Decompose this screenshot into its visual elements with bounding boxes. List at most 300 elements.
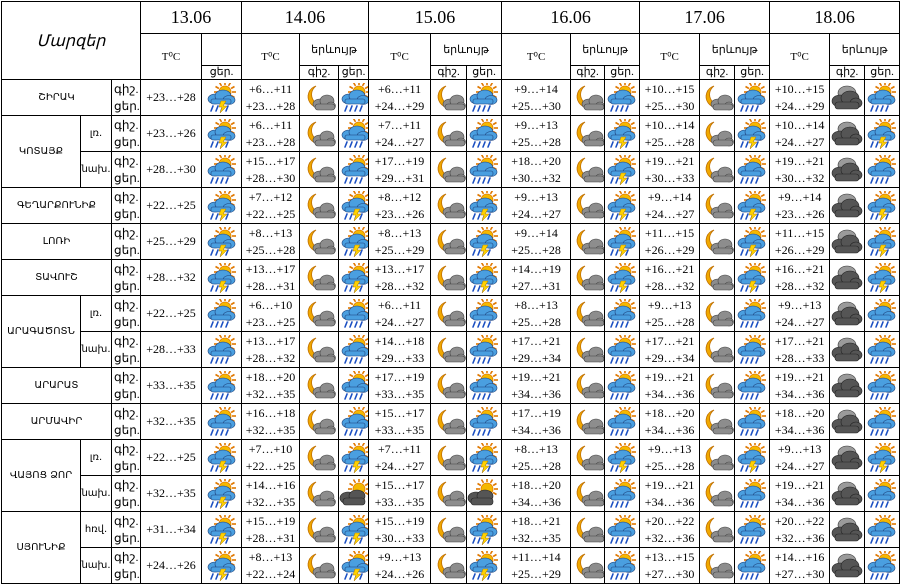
moon-cloud-icon <box>431 440 467 476</box>
sun-cloud-rain-thunder-icon <box>467 224 502 260</box>
phenomenon-header: երևույթ <box>571 34 640 66</box>
night-temp: +6…+11 <box>248 117 293 132</box>
sun-dark-cloud-icon <box>467 476 502 512</box>
sun-cloud-rain-thunder-icon <box>339 440 369 476</box>
day-temp: +24…+27 <box>774 134 825 149</box>
temp-range <box>369 296 431 332</box>
day-temp: +34…+36 <box>774 386 825 401</box>
day-temp: +22…+25 <box>245 458 296 473</box>
sun-cloud-rain-thunder-icon <box>865 188 900 224</box>
moon-cloud-icon <box>300 188 339 224</box>
day-temp: +34…+36 <box>511 494 561 509</box>
day-header: ցեր. <box>865 66 900 80</box>
sun-cloud-rain-thunder-icon <box>202 440 242 476</box>
night-temp: +20…+22 <box>774 513 825 528</box>
night-label: գիշ. <box>114 477 139 492</box>
night-temp: +8…+13 <box>377 225 422 240</box>
moon-cloud-icon <box>300 404 339 440</box>
sun-cloud-rain-icon <box>605 476 640 512</box>
sun-cloud-rain-thunder-icon <box>735 440 770 476</box>
temp-range <box>242 116 300 152</box>
subregion-name: լռ. <box>81 296 112 332</box>
temp-range <box>640 512 700 548</box>
temp-header: T⁰C <box>141 34 202 80</box>
moon-cloud-icon <box>571 332 605 368</box>
sun-cloud-rain-icon <box>339 332 369 368</box>
moon-cloud-icon <box>571 152 605 188</box>
sun-cloud-rain-thunder-icon <box>202 476 242 512</box>
time-of-day <box>112 368 141 404</box>
moon-cloud-icon <box>571 476 605 512</box>
temp-range: +25…+29 <box>141 224 202 260</box>
sun-cloud-rain-thunder-icon <box>865 260 900 296</box>
temp-range: +32…+35 <box>141 476 202 512</box>
temp-range <box>242 332 300 368</box>
date-header: 13.06 <box>141 2 242 34</box>
day-temp: +26…+29 <box>774 242 825 257</box>
night-temp: +19…+21 <box>644 153 695 168</box>
day-temp: +34…+36 <box>511 422 561 437</box>
moon-cloud-icon <box>431 512 467 548</box>
night-temp: +17…+21 <box>511 333 561 348</box>
moon-cloud-icon <box>300 80 339 116</box>
moon-cloud-icon <box>700 80 735 116</box>
night-label: գիշ. <box>114 441 139 456</box>
temp-range <box>502 296 571 332</box>
night-label: գիշ. <box>114 117 139 132</box>
day-header: ցեր. <box>467 66 502 80</box>
day-temp: +32…+36 <box>644 530 695 545</box>
day-temp: +25…+28 <box>511 458 561 473</box>
sun-cloud-rain-icon <box>735 368 770 404</box>
day-temp: +27…+30 <box>644 566 695 581</box>
night-temp: +20…+22 <box>644 513 695 528</box>
time-of-day <box>112 296 141 332</box>
time-of-day <box>112 440 141 476</box>
temp-range <box>369 152 431 188</box>
night-temp: +15…+17 <box>374 405 425 420</box>
day-temp: +25…+30 <box>511 98 561 113</box>
sun-cloud-rain-icon <box>467 152 502 188</box>
moon-cloud-icon <box>300 296 339 332</box>
night-temp: +6…+11 <box>378 81 422 96</box>
temp-range: +22…+25 <box>141 188 202 224</box>
dark-cloud-icon <box>830 116 865 152</box>
sun-cloud-rain-icon <box>865 476 900 512</box>
night-temp: +13…+15 <box>644 549 695 564</box>
temp-range <box>502 404 571 440</box>
temp-range: +23…+28 <box>141 80 202 116</box>
temp-range <box>770 224 830 260</box>
subregion-name: նախ. <box>81 332 112 368</box>
night-temp: +13…+17 <box>374 261 425 276</box>
moon-cloud-icon <box>700 332 735 368</box>
temp-range <box>770 512 830 548</box>
day-label: ցեր. <box>114 170 140 185</box>
moon-cloud-icon <box>431 116 467 152</box>
moon-cloud-icon <box>571 260 605 296</box>
night-header: գիշ. <box>830 66 865 80</box>
sun-cloud-rain-icon <box>339 80 369 116</box>
night-label: գիշ. <box>114 369 139 384</box>
temp-range <box>770 152 830 188</box>
time-of-day <box>112 80 141 116</box>
table-row <box>2 224 900 260</box>
moon-cloud-icon <box>700 188 735 224</box>
day-temp: +23…+28 <box>245 98 296 113</box>
temp-range <box>502 548 571 584</box>
day-temp: +32…+36 <box>774 530 825 545</box>
night-temp: +17…+21 <box>644 333 695 348</box>
subregion-name: նախ. <box>81 152 112 188</box>
temp-range <box>770 440 830 476</box>
sun-cloud-rain-icon <box>605 404 640 440</box>
day-label: ցեր. <box>114 134 140 149</box>
sun-cloud-rain-icon <box>735 404 770 440</box>
day-temp: +34…+36 <box>644 386 695 401</box>
day-temp: +28…+32 <box>245 350 296 365</box>
dark-cloud-icon <box>830 368 865 404</box>
sun-dark-cloud-icon <box>339 476 369 512</box>
sun-cloud-rain-thunder-icon <box>202 80 242 116</box>
moon-cloud-icon <box>300 476 339 512</box>
day-label: ցեր. <box>114 98 140 113</box>
temp-range <box>242 368 300 404</box>
day-temp: +28…+32 <box>774 278 825 293</box>
region-name: ԿՈՏԱՅՔ <box>2 116 81 188</box>
time-of-day <box>112 512 141 548</box>
moon-cloud-icon <box>300 548 339 584</box>
region-name: ԱՐՄԱՎԻՐ <box>2 404 112 440</box>
day-temp: +33…+35 <box>374 494 425 509</box>
dark-cloud-icon <box>830 80 865 116</box>
sun-cloud-rain-icon <box>605 548 640 584</box>
night-temp: +16…+21 <box>774 261 825 276</box>
night-temp: +11…+15 <box>645 225 695 240</box>
moon-cloud-icon <box>571 368 605 404</box>
table-row <box>2 296 900 332</box>
day-temp: +34…+36 <box>774 494 825 509</box>
temp-range <box>369 332 431 368</box>
time-of-day <box>112 224 141 260</box>
day-temp: +23…+26 <box>774 206 825 221</box>
temp-header: T⁰C <box>369 34 431 80</box>
night-label: գիշ. <box>114 549 139 564</box>
day-temp: +25…+28 <box>644 134 695 149</box>
day-label: ցեր. <box>114 278 140 293</box>
night-temp: +6…+11 <box>248 81 293 96</box>
sun-cloud-rain-thunder-icon <box>735 260 770 296</box>
sun-cloud-rain-thunder-icon <box>339 188 369 224</box>
day-label: ցեր. <box>114 458 140 473</box>
day-label: ցեր. <box>114 350 140 365</box>
day-temp: +33…+35 <box>374 422 425 437</box>
forecast-table <box>1 1 900 584</box>
night-temp: +10…+15 <box>774 81 825 96</box>
moon-cloud-icon <box>431 152 467 188</box>
night-label: գիշ. <box>114 225 139 240</box>
phenomenon-header: երևույթ <box>431 34 502 66</box>
temp-range <box>502 152 571 188</box>
night-temp: +6…+10 <box>248 297 293 312</box>
region-name: ԱՐԱՐԱՏ <box>2 368 112 404</box>
temp-range <box>502 476 571 512</box>
night-temp: +16…+18 <box>245 405 296 420</box>
dark-cloud-icon <box>830 224 865 260</box>
time-of-day <box>112 476 141 512</box>
sun-cloud-rain-thunder-icon <box>467 548 502 584</box>
sun-cloud-rain-thunder-icon <box>605 116 640 152</box>
moon-cloud-icon <box>300 152 339 188</box>
day-temp: +27…+31 <box>511 278 561 293</box>
night-temp: +9…+13 <box>647 297 692 312</box>
night-temp: +19…+21 <box>774 369 825 384</box>
sun-cloud-rain-thunder-icon <box>467 260 502 296</box>
day-temp: +23…+25 <box>245 314 296 329</box>
temp-range <box>369 476 431 512</box>
sun-cloud-rain-icon <box>467 368 502 404</box>
day-temp: +23…+26 <box>374 206 425 221</box>
day-temp: +34…+36 <box>774 422 825 437</box>
night-temp: +9…+14 <box>777 189 822 204</box>
day-temp: +32…+35 <box>245 422 296 437</box>
night-header: գիշ. <box>700 66 735 80</box>
table-row <box>2 332 900 368</box>
day-temp: +22…+25 <box>245 206 296 221</box>
day-label: ցեր. <box>114 206 140 221</box>
night-label: գիշ. <box>114 333 139 348</box>
night-temp: +19…+21 <box>644 477 695 492</box>
sun-cloud-rain-icon <box>605 296 640 332</box>
temp-range <box>502 188 571 224</box>
day-temp: +29…+34 <box>644 350 695 365</box>
sun-cloud-rain-icon <box>467 80 502 116</box>
table-row <box>2 440 900 476</box>
phenomenon-header: երևույթ <box>300 34 369 66</box>
dark-cloud-icon <box>830 512 865 548</box>
time-of-day <box>112 152 141 188</box>
sun-cloud-rain-icon <box>339 296 369 332</box>
night-temp: +17…+19 <box>511 405 561 420</box>
temp-range: +24…+26 <box>141 548 202 584</box>
night-temp: +19…+21 <box>774 477 825 492</box>
temp-range <box>369 260 431 296</box>
temp-header: T⁰C <box>242 34 300 80</box>
day-temp: +28…+33 <box>774 350 825 365</box>
subregion-name: լռ. <box>81 116 112 152</box>
day-temp: +25…+29 <box>374 242 425 257</box>
subregion-name: լռ. <box>81 440 112 476</box>
region-name: ԼՈՌԻ <box>2 224 112 260</box>
sun-cloud-rain-icon <box>467 116 502 152</box>
moon-cloud-icon <box>700 224 735 260</box>
temp-range <box>502 224 571 260</box>
night-temp: +19…+21 <box>774 153 825 168</box>
phenomenon-header-empty <box>202 34 242 66</box>
night-label: գիշ. <box>114 297 139 312</box>
day-label: ցեր. <box>114 530 140 545</box>
temp-range <box>369 188 431 224</box>
temp-range: +23…+26 <box>141 116 202 152</box>
sun-cloud-rain-icon <box>605 332 640 368</box>
moon-cloud-icon <box>700 116 735 152</box>
moon-cloud-icon <box>431 332 467 368</box>
temp-range <box>242 404 300 440</box>
day-label: ցեր. <box>114 242 140 257</box>
moon-cloud-icon <box>300 368 339 404</box>
temp-range: +22…+25 <box>141 440 202 476</box>
night-label: գիշ. <box>114 261 139 276</box>
temp-range <box>770 296 830 332</box>
temp-range: +33…+35 <box>141 368 202 404</box>
day-label: ցեր. <box>114 314 140 329</box>
temp-range <box>502 368 571 404</box>
sun-cloud-rain-icon <box>865 548 900 584</box>
dark-cloud-icon <box>830 476 865 512</box>
sun-cloud-rain-thunder-icon <box>202 188 242 224</box>
sun-cloud-rain-icon <box>202 332 242 368</box>
day-temp: +28…+31 <box>245 278 296 293</box>
temp-range <box>770 260 830 296</box>
night-label: գիշ. <box>114 405 139 420</box>
day-temp: +30…+32 <box>511 170 561 185</box>
temp-range <box>640 368 700 404</box>
night-temp: +15…+17 <box>374 477 425 492</box>
night-temp: +13…+17 <box>245 261 296 276</box>
sun-cloud-rain-icon <box>467 404 502 440</box>
temp-range <box>770 476 830 512</box>
temp-range <box>640 80 700 116</box>
sun-cloud-rain-thunder-icon <box>202 224 242 260</box>
date-header: 16.06 <box>502 2 640 34</box>
moon-cloud-icon <box>571 548 605 584</box>
table-row <box>2 368 900 404</box>
sun-cloud-rain-icon <box>339 404 369 440</box>
night-temp: +18…+20 <box>774 405 825 420</box>
day-temp: +24…+27 <box>374 134 425 149</box>
day-temp: +29…+34 <box>511 350 561 365</box>
day-temp: +24…+27 <box>511 206 561 221</box>
night-temp: +13…+17 <box>245 333 296 348</box>
sun-cloud-rain-icon <box>865 404 900 440</box>
temp-range <box>640 440 700 476</box>
night-label: գիշ. <box>114 81 139 96</box>
dark-cloud-icon <box>830 152 865 188</box>
day-temp: +25…+28 <box>644 314 695 329</box>
temp-header: T⁰C <box>640 34 700 80</box>
night-temp: +8…+13 <box>248 225 293 240</box>
night-temp: +15…+17 <box>245 153 296 168</box>
night-temp: +8…+12 <box>377 189 422 204</box>
sun-cloud-rain-thunder-icon <box>735 224 770 260</box>
sun-cloud-rain-thunder-icon <box>467 512 502 548</box>
night-temp: +14…+16 <box>774 549 825 564</box>
night-temp: +17…+19 <box>374 369 425 384</box>
day-temp: +22…+24 <box>245 566 296 581</box>
day-temp: +25…+28 <box>511 134 561 149</box>
day-temp: +25…+30 <box>644 98 695 113</box>
temp-range <box>770 332 830 368</box>
moon-cloud-icon <box>571 116 605 152</box>
night-temp: +9…+14 <box>514 225 558 240</box>
day-temp: +24…+27 <box>774 458 825 473</box>
temp-range <box>369 116 431 152</box>
sun-cloud-rain-icon <box>865 512 900 548</box>
regions-header: Մարզեր <box>2 2 141 80</box>
sun-cloud-rain-icon <box>735 548 770 584</box>
temp-range <box>242 188 300 224</box>
night-temp: +15…+19 <box>245 513 296 528</box>
moon-cloud-icon <box>571 404 605 440</box>
sun-cloud-rain-icon <box>735 80 770 116</box>
night-label: գիշ. <box>114 513 139 528</box>
sun-cloud-rain-thunder-icon <box>467 188 502 224</box>
dark-cloud-icon <box>830 548 865 584</box>
phenomenon-header: երևույթ <box>830 34 900 66</box>
moon-cloud-icon <box>700 296 735 332</box>
time-of-day <box>112 116 141 152</box>
sun-cloud-rain-thunder-icon <box>735 188 770 224</box>
night-temp: +17…+21 <box>774 333 825 348</box>
night-temp: +9…+13 <box>647 441 692 456</box>
dark-cloud-icon <box>830 188 865 224</box>
night-temp: +15…+19 <box>374 513 425 528</box>
time-of-day <box>112 404 141 440</box>
day-temp: +25…+28 <box>644 458 695 473</box>
day-temp: +30…+33 <box>644 170 695 185</box>
moon-cloud-icon <box>431 188 467 224</box>
sun-cloud-rain-thunder-icon <box>339 548 369 584</box>
temp-header: T⁰C <box>770 34 830 80</box>
sun-cloud-rain-thunder-icon <box>605 224 640 260</box>
night-temp: +11…+15 <box>775 225 825 240</box>
night-temp: +19…+21 <box>644 369 695 384</box>
time-of-day <box>112 548 141 584</box>
temp-range <box>770 404 830 440</box>
day-temp: +29…+33 <box>374 350 425 365</box>
night-temp: +18…+20 <box>644 405 695 420</box>
region-name: ԳԵՂԱՐՔՈՒՆԻՔ <box>2 188 112 224</box>
subregion-name: նախ. <box>81 548 112 584</box>
temp-range <box>640 116 700 152</box>
temp-range <box>369 548 431 584</box>
night-temp: +16…+21 <box>644 261 695 276</box>
sun-cloud-rain-thunder-icon <box>339 512 369 548</box>
sun-cloud-rain-icon <box>339 116 369 152</box>
temp-range <box>242 548 300 584</box>
night-temp: +8…+13 <box>514 441 558 456</box>
sun-cloud-rain-icon <box>735 152 770 188</box>
temp-range: +32…+35 <box>141 404 202 440</box>
temp-range <box>770 368 830 404</box>
night-temp: +18…+21 <box>511 513 561 528</box>
subregion-name: նախ. <box>81 476 112 512</box>
night-label: գիշ. <box>114 189 139 204</box>
sun-cloud-rain-icon <box>202 368 242 404</box>
sun-cloud-rain-icon <box>735 512 770 548</box>
dark-cloud-icon <box>830 332 865 368</box>
day-temp: +28…+31 <box>245 530 296 545</box>
day-temp: +24…+29 <box>374 98 425 113</box>
temp-range <box>369 404 431 440</box>
night-temp: +9…+13 <box>777 297 822 312</box>
sun-cloud-rain-icon <box>865 296 900 332</box>
night-temp: +7…+12 <box>248 189 293 204</box>
temp-range: +28…+32 <box>141 260 202 296</box>
region-name: ԱՐԱԳԱԾՈՏՆ <box>2 296 81 368</box>
day-temp: +28…+32 <box>644 278 695 293</box>
sun-cloud-rain-thunder-icon <box>865 224 900 260</box>
